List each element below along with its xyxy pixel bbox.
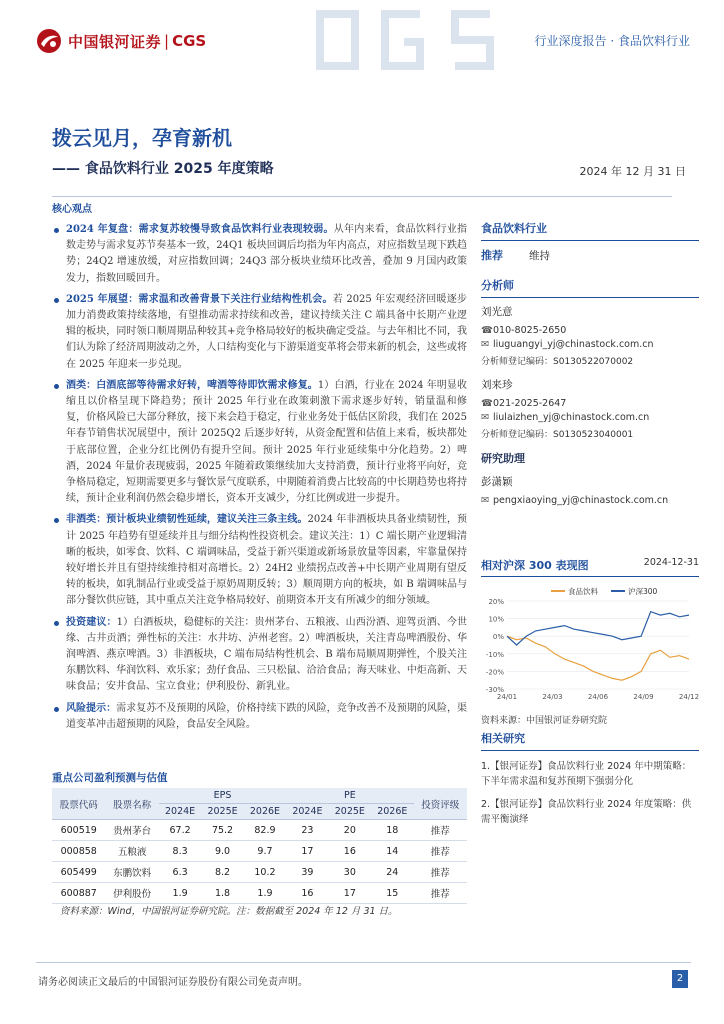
analyst-email[interactable] [481, 412, 699, 423]
col-year: 2026E [244, 804, 286, 820]
sidebar [481, 220, 699, 509]
cell-pe: 17 [286, 841, 328, 862]
bullet-body: 2024 年非酒板块具备业绩韧性，预计 2025 年趋势有望延续并且与细分结构性投资机会。建议关注：1）C 端长期产业逻辑清晰的板块，如零食、饮料、C 端调味品，受益于新兴渠道或新场景放量等因素，牢靠量保持较好增长并且有望持续维持相对高增长。2）24H2 业绩拐点改善+中长期产业周期有望反转的板块，如乳制品行业或受益于原奶周期反转；3）顺周期方向的板块，如 B 端调味品与部分餐饮供应链，其中重点关注竞争格局较好、前期资本开支有所减少的细分领域。 [66, 514, 467, 607]
forecast-table-title: 重点公司盈利预测与估值 [52, 772, 168, 784]
col-year: 2025E [201, 804, 243, 820]
x-tick-label: 24/03 [542, 693, 563, 701]
cell-name: 伊利股份 [105, 883, 158, 904]
cell-pe: 23 [286, 820, 328, 841]
cell-eps: 9.0 [201, 841, 243, 862]
cell-pe: 20 [329, 820, 371, 841]
col-rating: 投资评级 [414, 788, 468, 820]
col-name: 股票名称 [105, 788, 158, 820]
bullet-risk [52, 701, 467, 733]
cell-eps: 6.3 [159, 862, 201, 883]
col-year: 2024E [159, 804, 201, 820]
y-tick-label: 10% [488, 615, 504, 624]
email-icon: ✉ [481, 339, 489, 350]
core-view-label: 核心观点 [52, 204, 92, 215]
table-row [52, 862, 467, 883]
bullet-head: 酒类：白酒底部等待需求好转，啤酒等待即饮需求修复。 [66, 379, 318, 391]
bullet-head: 风险提示： [66, 702, 117, 714]
cell-eps: 10.2 [244, 862, 286, 883]
col-year: 2026E [371, 804, 413, 820]
bullet-head: 2025 年展望：需求温和改善背景下关注行业结构性机会。 [66, 293, 333, 305]
related-item[interactable]: 1.【银河证券】食品饮料行业 2024 年中期策略：下半年需求温和复苏预期下强弱分化 [481, 761, 692, 787]
bullet-body: 从年内来看，食品饮料行业指数走势与需求复苏节奏基本一致，24Q1 板块回调后均指为年内高点，对应指数呈现下跌趋势；24Q2 增速放缓，对应指数回调；24Q3 部分板块业绩环比改善，叠加 9 月国内政策发力，指数回暖回升。 [66, 224, 467, 284]
phone-icon: ☎ [481, 398, 493, 409]
cell-rating: 推荐 [414, 883, 468, 904]
bullet-body: 1）白酒板块，稳健标的关注：贵州茅台、五粮液、山西汾酒、迎驾贡酒、今世缘、古井贡酒；弹性标的关注：水井坊、泸州老窖。2）啤酒板块，关注青岛啤酒股份、华润啤酒、燕京啤酒。3）非酒板块，C 端布局结构性机会、B 端布局顺周期弹性，个股关注东鹏饮料、华润饮料、欢乐家；劲仔食品、三只松鼠、洽洽食品；海天味业、中炬高新、天味食品；安井食品、宝立食业；伊利股份、新乳业。 [66, 616, 467, 693]
logo-cgs: CGS [172, 32, 207, 50]
analyst-name: 刘光意 [481, 306, 513, 318]
bullet-body: 1）白酒，行业在 2024 年明显收缩且以价格呈现下降趋势；预计 2025 年行业在政策刺激下需求逐步好转，销量温和修复，价格风险已大部分释放，接下来会趋于稳定，行业业务处于低估区阶段，我们在 2025 年春节销售状况展望中，预计 2025Q2 后逐步好转，从资金配置和估值上来看，板块都处于底部位置，企业分红比例仍有提升空间。预计 2025 年行业延续集中分化趋势。2）啤酒，2024 年量价表现疲弱，2025 年随着政策继续加大支持消费，预计行业将平向好，竞争格局稳定，短期需要更多与餐饮景气度联系，中期随着消费占比较高的中长期趋势也将持续，预计企业利润仍然会稳步增长，资本开支减少，分红比例或进一步提升。 [66, 379, 468, 505]
cell-name: 东鹏饮料 [105, 862, 158, 883]
forecast-table [52, 788, 467, 904]
y-tick-label: 0% [492, 633, 504, 642]
perf-title: 相对沪深 300 表现图 [481, 559, 589, 572]
cell-pe: 17 [329, 883, 371, 904]
analyst-cert: 分析师登记编码：S0130522070002 [481, 357, 634, 367]
series-line-0 [507, 636, 689, 680]
bullet-investment [52, 615, 467, 696]
perf-date: 2024-12-31 [643, 557, 699, 568]
related-heading: 相关研究 [481, 730, 699, 751]
series-line-1 [507, 612, 689, 645]
table-row [52, 841, 467, 862]
cell-code: 000858 [52, 841, 105, 862]
cell-code: 600519 [52, 820, 105, 841]
related-item[interactable]: 2.【银河证券】食品饮料行业 2024 年度策略：供需平衡演绎 [481, 799, 692, 825]
cell-pe: 14 [371, 841, 413, 862]
footer-divider [36, 962, 691, 963]
report-date: 2024 年 12 月 31 日 [579, 165, 686, 178]
bullet-2024-review [52, 222, 467, 287]
cell-eps: 9.7 [244, 841, 286, 862]
phone-icon: ☎ [481, 325, 493, 336]
cell-pe: 16 [286, 883, 328, 904]
analyst-heading: 分析师 [481, 277, 699, 298]
cell-pe: 24 [371, 862, 413, 883]
logo-text: 中国银河证券 [68, 32, 162, 51]
x-tick-label: 24/09 [633, 693, 654, 701]
bullet-liquor [52, 378, 467, 508]
analyst-phone [481, 325, 699, 336]
email-icon: ✉ [481, 412, 489, 423]
cell-rating: 推荐 [414, 862, 468, 883]
cell-pe: 30 [329, 862, 371, 883]
cell-eps: 75.2 [201, 820, 243, 841]
legend-label: 食品饮料 [568, 587, 598, 596]
page-subtitle: —— 食品饮料行业 2025 年度策略 [52, 161, 274, 177]
y-tick-label: -30% [485, 686, 504, 694]
cell-rating: 推荐 [414, 820, 468, 841]
y-tick-label: -20% [485, 668, 504, 677]
section-divider [52, 196, 672, 197]
page-header [0, 0, 724, 70]
analyst-cert: 分析师登记编码：S0130523040001 [481, 430, 634, 440]
page-number: 2 [672, 970, 688, 988]
table-row [52, 883, 467, 904]
col-code: 股票代码 [52, 788, 105, 820]
cell-eps: 1.9 [244, 883, 286, 904]
table-header-row [52, 788, 467, 804]
cell-name: 贵州茅台 [105, 820, 158, 841]
footer-disclaimer: 请务必阅读正文最后的中国银河证券股份有限公司免责声明。 [38, 977, 308, 988]
phone-text: 010-8025-2650 [493, 325, 567, 336]
col-year: 2025E [329, 804, 371, 820]
assistant-name: 彭潇颖 [481, 476, 513, 488]
email-text[interactable]: liuguangyi_yj@chinastock.com.cn [493, 339, 654, 350]
perf-source: 资料来源：中国银河证券研究院 [481, 716, 608, 726]
cell-name: 五粮液 [105, 841, 158, 862]
galaxy-logo-icon [36, 28, 62, 54]
bullet-non-liquor [52, 512, 467, 609]
cell-eps: 8.3 [159, 841, 201, 862]
cell-eps: 8.2 [201, 862, 243, 883]
y-tick-label: 20% [488, 598, 504, 606]
cell-pe: 15 [371, 883, 413, 904]
assistant-heading: 研究助理 [481, 452, 525, 465]
email-icon: ✉ [481, 495, 489, 506]
bullet-head: 2024 年复盘：需求复苏较慢导致食品饮料行业表现较弱。 [66, 224, 334, 235]
cell-eps: 1.8 [201, 883, 243, 904]
col-pe: PE [286, 788, 413, 804]
x-tick-label: 24/12 [678, 693, 699, 701]
cell-eps: 82.9 [244, 820, 286, 841]
performance-chart [481, 557, 699, 726]
cell-pe: 18 [371, 820, 413, 841]
phone-text: 021-2025-2647 [493, 398, 567, 409]
bullet-body: 需求复苏不及预期的风险，价格持续下跌的风险，竞争改善不及预期的风险，渠道变革冲击超预期的风险，食品安全风险。 [66, 702, 468, 730]
col-year: 2024E [286, 804, 328, 820]
rating-key: 推荐 [481, 249, 503, 262]
report-type: 行业深度报告 · 食品饮料行业 [534, 34, 690, 48]
bullet-head: 投资建议： [66, 616, 117, 628]
page-title: 拨云见月，孕育新机 [52, 126, 232, 150]
cgs-watermark-icon [300, 10, 510, 70]
table-row [52, 820, 467, 841]
col-eps: EPS [159, 788, 286, 804]
cell-pe: 16 [329, 841, 371, 862]
related-research [481, 730, 699, 835]
cell-code: 600887 [52, 883, 105, 904]
cell-code: 605499 [52, 862, 105, 883]
industry-heading: 食品饮料行业 [481, 220, 699, 241]
perf-header [481, 557, 699, 577]
perf-chart-svg [481, 581, 699, 709]
analyst-phone [481, 398, 699, 409]
assistant-email[interactable] [481, 495, 699, 506]
cell-eps: 1.9 [159, 883, 201, 904]
email-text[interactable]: pengxiaoying_yj@chinastock.com.cn [493, 495, 669, 506]
cell-pe: 39 [286, 862, 328, 883]
email-text[interactable]: liulaizhen_yj@chinastock.com.cn [493, 412, 650, 423]
bullet-head: 非酒类：预计板块业绩韧性延续，建议关注三条主线。 [66, 514, 308, 526]
rating-value: 维持 [529, 249, 550, 262]
analyst-name: 刘来珍 [481, 379, 513, 391]
legend-label: 沪深300 [628, 587, 658, 596]
cell-eps: 67.2 [159, 820, 201, 841]
table-note: 资料来源：Wind，中国银河证券研究院。注：数据截至 2024 年 12 月 31 日。 [60, 906, 398, 917]
y-tick-label: -10% [485, 650, 504, 659]
cell-rating: 推荐 [414, 841, 468, 862]
core-view-list [52, 222, 467, 738]
x-tick-label: 24/01 [496, 693, 518, 701]
x-tick-label: 24/06 [587, 693, 609, 701]
brand-logo [36, 28, 206, 54]
bullet-body: 若 2025 年宏观经济回暖逐步加力消费政策持续落地，有望推动需求持续和改善，建议持续关注 C 端具备中长期产业逻辑的板块，同时领口顺周期品种较其+竞争格局较好的板块确定受益。与去年相比不同，我们认为除了经济周期波动之外，人口结构变化与下游渠道变革将会带来新的机会，这些或将在 2025 年迎来一步兑现。 [66, 293, 467, 370]
logo-separator: | [164, 32, 170, 50]
rating-row [481, 247, 699, 263]
bullet-2025-outlook [52, 292, 467, 373]
analyst-email[interactable] [481, 339, 699, 350]
